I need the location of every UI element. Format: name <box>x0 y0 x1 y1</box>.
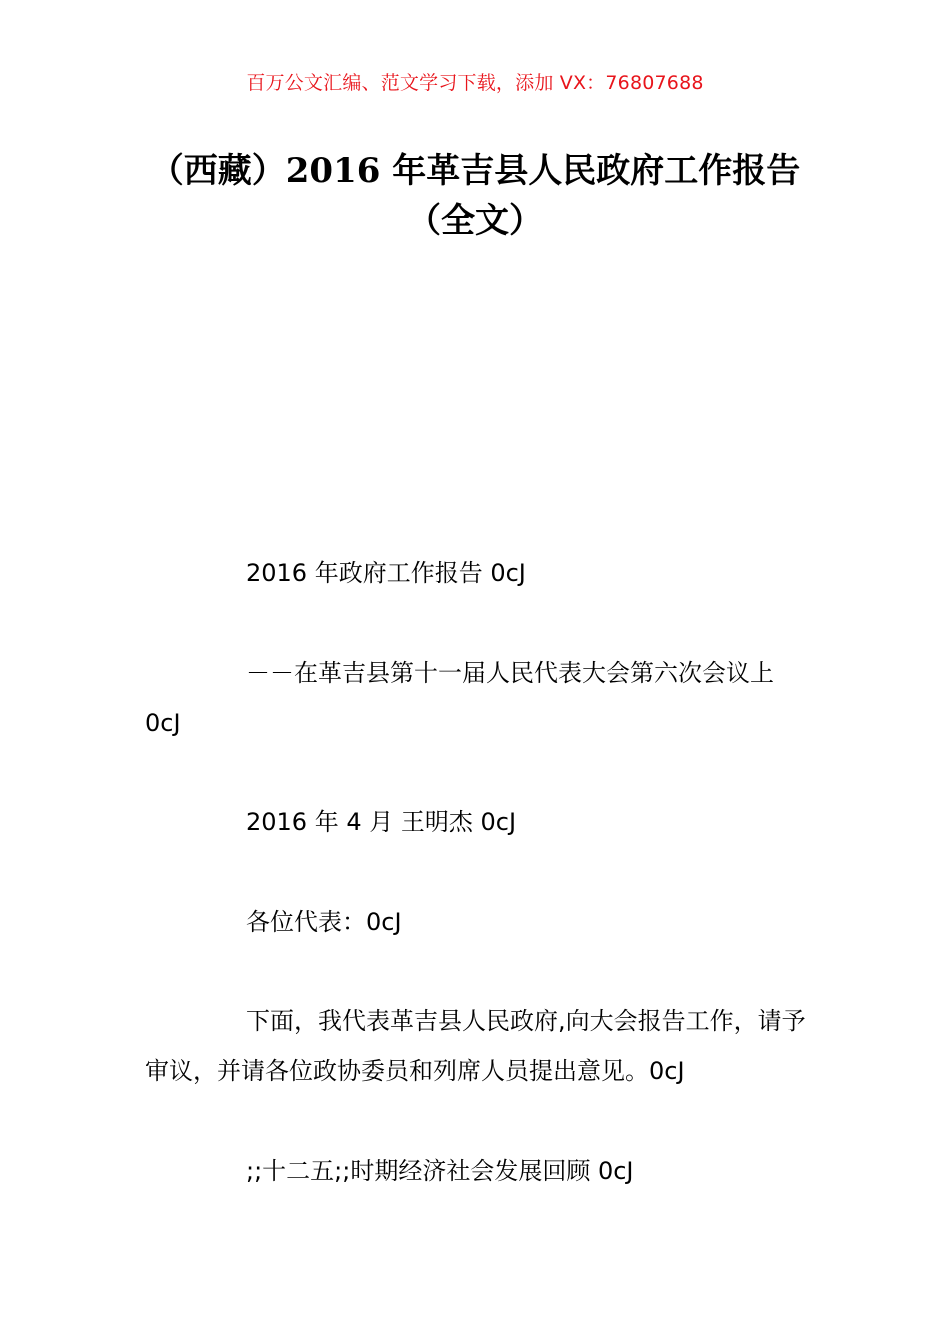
document-title-line-1: （西藏）2016 年革吉县人民政府工作报告 <box>149 151 801 191</box>
header-note: 百万公文汇编、范文学习下载，添加 VX：76807688 <box>246 72 704 94</box>
paragraph-report-heading: 2016 年政府工作报告 0cJ <box>246 559 526 587</box>
document-title-line-2: （全文） <box>407 201 543 241</box>
paragraph-meeting-subtitle: －－在革吉县第十一届人民代表大会第六次会议上 0cJ <box>145 659 774 737</box>
paragraph-section-heading: ;;十二五;;时期经济社会发展回顾 0cJ <box>246 1157 634 1185</box>
paragraph-date-author: 2016 年 4 月 王明杰 0cJ <box>246 808 517 836</box>
paragraph-intro: 下面，我代表革吉县人民政府,向大会报告工作，请予审议，并请各位政协委员和列席人员提出意见。0cJ <box>145 1007 806 1085</box>
paragraph-salutation: 各位代表：0cJ <box>246 908 402 936</box>
